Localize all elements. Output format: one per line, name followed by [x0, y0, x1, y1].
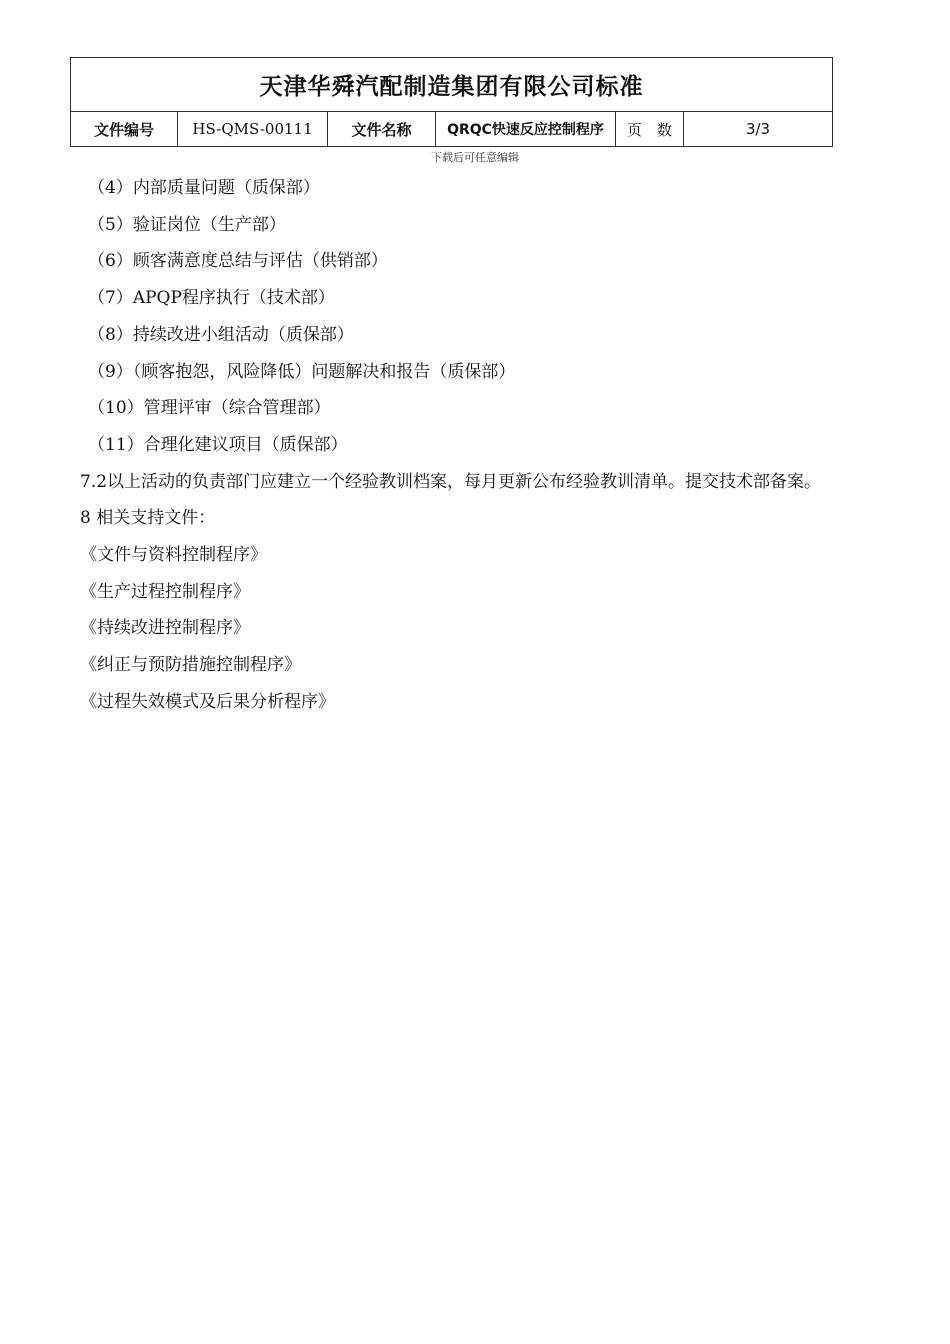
related-doc-item: 《过程失效模式及后果分析程序》 [80, 691, 335, 712]
download-watermark: 下载后可任意编辑 [431, 151, 519, 164]
list-item: （10）管理评审（综合管理部） [88, 398, 331, 419]
doc-name-label: 文件名称 [328, 112, 436, 147]
list-item: （6）顾客满意度总结与评估（供销部） [88, 251, 388, 272]
list-item: （7）APQP程序执行（技术部） [88, 288, 335, 309]
document-body [80, 170, 870, 721]
page-value: 3/3 [684, 112, 833, 147]
page-label: 页 数 [616, 112, 684, 147]
doc-no-value: HS-QMS-00111 [178, 112, 328, 147]
list-item: （11）合理化建议项目（质保部） [88, 434, 348, 455]
paragraph-7-2: 7.2以上活动的负责部门应建立一个经验教训档案，每月更新公布经验教训清单。提交技术部备案。 [80, 471, 822, 492]
list-item: （5）验证岗位（生产部） [88, 214, 286, 235]
doc-no-label: 文件编号 [71, 112, 178, 147]
related-doc-item: 《持续改进控制程序》 [80, 618, 250, 639]
list-item: （9）（顾客抱怨，风险降低）问题解决和报告（质保部） [88, 361, 516, 382]
document-header-table [70, 57, 833, 147]
related-doc-item: 《文件与资料控制程序》 [80, 545, 267, 566]
doc-name-value: QRQC快速反应控制程序 [436, 112, 616, 147]
section-8-heading: 8 相关支持文件： [80, 508, 216, 529]
related-doc-item: 《纠正与预防措施控制程序》 [80, 655, 301, 676]
company-title: 天津华舜汽配制造集团有限公司标准 [71, 58, 833, 112]
related-doc-item: 《生产过程控制程序》 [80, 581, 250, 602]
list-item: （4）内部质量问题（质保部） [88, 178, 320, 198]
list-item: （8）持续改进小组活动（质保部） [88, 324, 354, 345]
